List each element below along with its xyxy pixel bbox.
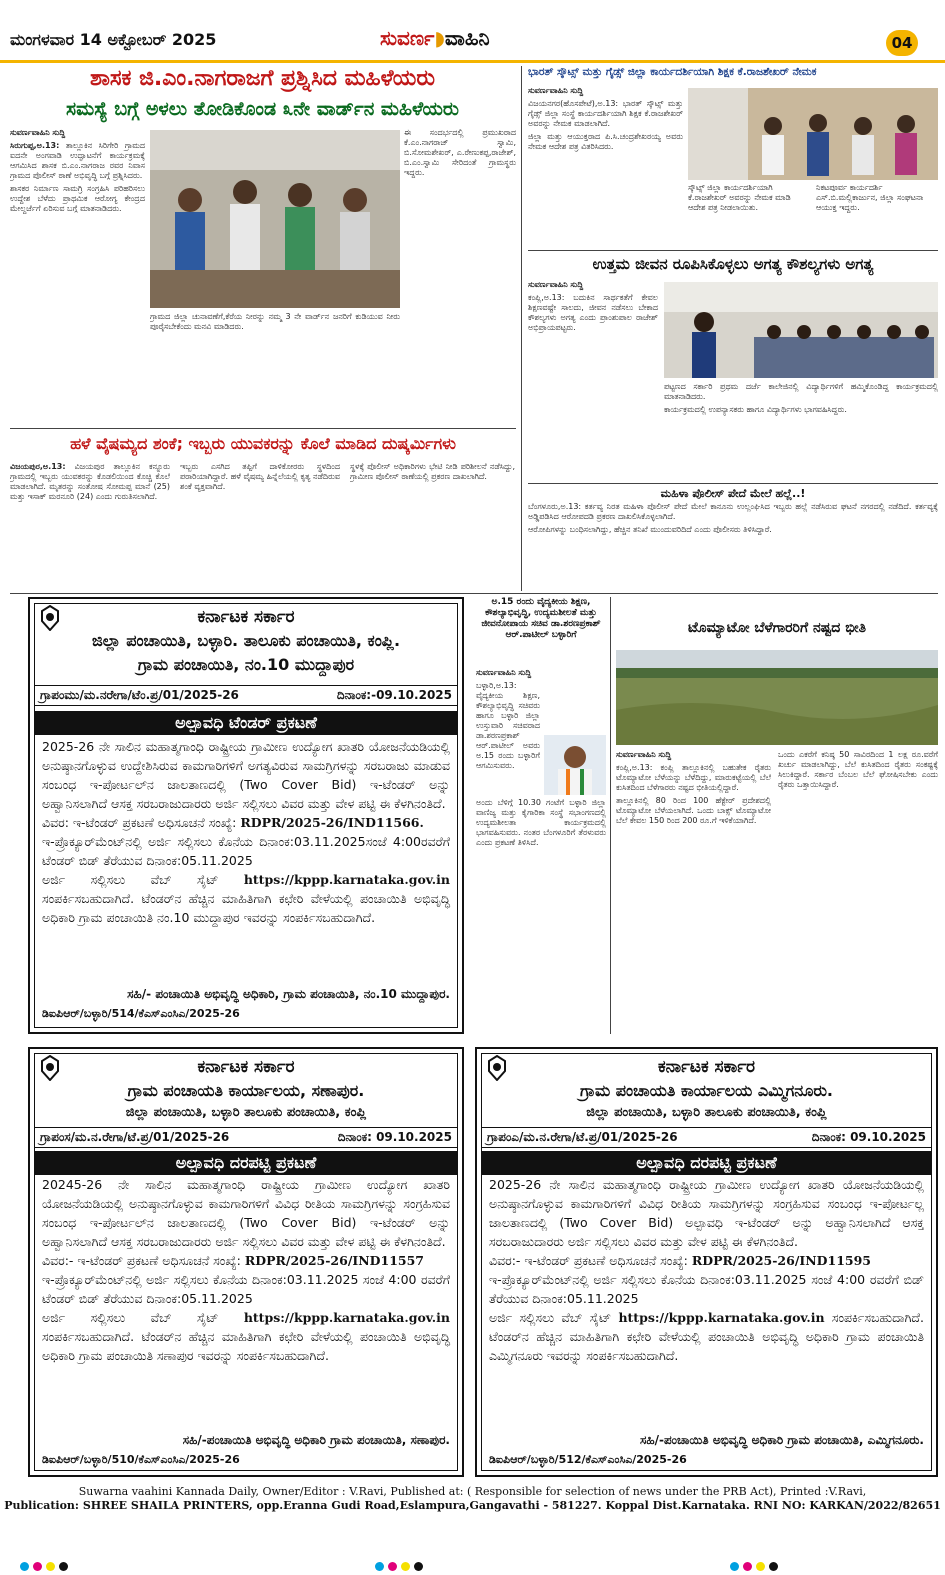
story1-para1: ತಾಲ್ಲೂಕಿನ ಸಿರಿಗೇರಿ ಗ್ರಾಮದ ಐದನೇ ಅಂಗವಾಡಿ ಉದ್ಘಾಟನೆಗೆ ಕಾರ್ಯಕ್ರಮಕ್ಕೆ ಆಗಮಿಸಿದ ಶಾಸಕ ಬಿ.ಎಂ.ನಾಗರಾಜ ರವರ ನಿವಾಸ ಗ್ರಾಮದ ಪೊಲೀಸ್ ಠಾಣೆ ಅಭಿವೃದ್ಧಿ ಬಗ್ಗೆ ಪ್ರಶ್ನಿಸಿದರು. — [10, 141, 145, 180]
tender2-body4: ಸಂಪರ್ಕಿಸಬಹುದಾಗಿದೆ. ಟೆಂಡರ್‌ನ ಹೆಚ್ಚಿನ ಮಾಹಿತಿಗಾಗಿ ಕಛೇರಿ ವೇಳೆಯಲ್ಲಿ ಪಂಚಾಯಿತಿ ಅಭಿವೃದ್ಧಿ ಅಧಿಕಾರಿ ಗ್ರಾಮ ಪಂಚಾಯಿತಿ ಸಣಾಪುರ ಇವರನ್ನು ಸಂಪರ್ಕಿಸಬಹುದಾಗಿದೆ. — [42, 1329, 450, 1363]
story1-photo — [150, 130, 400, 308]
section-rule — [10, 428, 516, 429]
tender3-website-label: ಅರ್ಜಿ ಸಲ್ಲಿಸಲು ವೆಬ್ ಸೈಟ್ — [489, 1310, 612, 1325]
story1-subhead: ಸಮಸ್ಯೆ ಬಗ್ಗೆ ಅಳಲು ತೋಡಿಕೊಂಡ ೩ನೇ ವಾರ್ಡ್‌ನ ಮಹಿಳೆಯರು — [66, 98, 459, 120]
tender1-box — [28, 597, 464, 1034]
black-dot — [414, 1562, 423, 1571]
story1-para4: ಈ ಸಂದರ್ಭದಲ್ಲಿ ಪ್ರಮುಖರಾದ ಕೆ.ಎಂ.ನಾಗರಾಜ್ ಸ್ವಾಮಿ, ಬಿ.ಸೋಮಶೇಖರ್, ಎ.ರೇಣುಕಪ್ಪ,ರಾಜೇಶ್, ಬಿ.ಎಂ.ಸ್ವಾಮಿ ಸೇರಿದಂತೆ ಗ್ರಾಮಸ್ಥರು ಇದ್ದರು. — [404, 128, 516, 177]
story4-para1: ಕಂಪ್ಲಿ,ಅ.13: ಬದುಕಿನ ಸಾರ್ಥಕತೆಗೆ ಕೇವಲ ಶಿಕ್ಷಣವಷ್ಟೇ ಸಾಲದು, ಜೀವನ ನಡೆಸಲು ಬೇಕಾದ ಕೌಶಲ್ಯಗಳು ಅಗತ್ಯ ಎಂದು ಪ್ರಾಂಶುಪಾಲ ರಾಜೇಶ್ ಅಭಿಪ್ರಾಯಪಟ್ಟರು. — [528, 293, 658, 332]
masthead-rule — [0, 60, 945, 63]
tender1-ref: ಗ್ರಾಪಂಮು/ಮ.ನರೇಗಾ/ಟೆಂ.ಪ್ರ/01/2025-26 — [40, 688, 239, 702]
magenta-dot — [388, 1562, 397, 1571]
magenta-dot — [743, 1562, 752, 1571]
tender3-ref-row — [481, 1127, 932, 1148]
story5-para1: ಬೆಂಗಳೂರು,ಅ.13: ಕರ್ತವ್ಯ ನಿರತ ಮಹಿಳಾ ಪೊಲೀಸ್ ಪೇದೆ ಮೇಲೆ ಕಾನೂನು ಉಲ್ಲಂಘಿಸಿದ ಇಬ್ಬರು ಹಲ್ಲೆ ನಡೆಸಿರುವ ಘಟನೆ ನಗರದಲ್ಲಿ ನಡೆದಿದೆ. ಕರ್ತವ್ಯಕ್ಕೆ ಅಡ್ಡಿಪಡಿಸಿದ ಆರೋಪದಡಿ ಪ್ರಕರಣ ದಾಖಲಿಸಿಕೊಳ್ಳಲಾಗಿದೆ. — [528, 502, 938, 521]
paper-logo-icon: ◗ — [434, 26, 445, 50]
story7-headline: ಟೊಮ್ಯಾಟೋ ಬೆಳೆಗಾರರಿಗೆ ನಷ್ಟದ ಭೀತಿ — [687, 620, 867, 636]
tender1-code: ಡಿಐಪಿಆರ್/ಬಳ್ಳಾರಿ/514/ಕೆಎಸ್ಎಂಸಿಎ/2025-26 — [42, 1007, 240, 1020]
tender3-office: ಗ್ರಾಮ ಪಂಚಾಯತಿ ಕಾರ್ಯಾಲಯ ಎಮ್ಮಿಗನೂರು. — [579, 1081, 834, 1100]
story3-byline: ಸುವರ್ಣವಾಹಿನಿ ಸುದ್ದಿ — [528, 86, 584, 95]
story7-column2 — [778, 750, 938, 1032]
magenta-dot — [33, 1562, 42, 1571]
tender2-banner: ಅಲ್ಪಾವಧಿ ದರಪಟ್ಟಿ ಪ್ರಕಟಣೆ — [34, 1151, 458, 1175]
tender2-code: ಡಿಐಪಿಆರ್/ಬಳ್ಳಾರಿ/510/ಕೆಎಸ್ಎಂಸಿಎ/2025-26 — [42, 1453, 240, 1466]
story2-headline: ಹಳೆ ವೈಷಮ್ಯದ ಶಂಕೆ; ಇಬ್ಬರು ಯುವಕರನ್ನು ಕೊಲೆ ಮಾಡಿದ ದುಷ್ಕರ್ಮಿಗಳು — [70, 434, 456, 453]
tender1-body4: ಸಂಪರ್ಕಿಸಬಹುದಾಗಿದೆ. ಟೆಂಡರ್‌ನ ಹೆಚ್ಚಿನ ಮಾಹಿತಿಗಾಗಿ ಕಛೇರಿ ವೇಳೆಯಲ್ಲಿ ಪಂಚಾಯಿತಿ ಅಭಿವೃದ್ಧಿ ಅಧಿಕಾರಿ ಗ್ರಾಮ ಪಂಚಾಯಿತಿ ನಂ.10 ಮುದ್ದಾಪುರ ಇವರನ್ನು ಸಂಪರ್ಕಿಸಬಹುದಾಗಿದೆ. — [42, 891, 450, 925]
masthead — [0, 0, 945, 62]
story2-para1: ವಿಜಯಪುರ ತಾಲ್ಲೂಕಿನ ಕನ್ನೂರು ಗ್ರಾಮದಲ್ಲಿ ಇಬ್ಬರು ಯುವಕರನ್ನು ಕೊಡಲಿಯಿಂದ ಕೊಚ್ಚಿ ಕೊಲೆ ಮಾಡಲಾಗಿದೆ. ಮೃತರನ್ನು ಸಂತೋಷ ಸೋಮಪ್ಪ ಮಾನೆ (25) ಮತ್ತು ಇಸಾಕ್ ಮರನೂರಿ (24) ಎಂದು ಗುರುತಿಸಲಾಗಿದೆ. — [10, 462, 170, 501]
tender1-gov: ಕರ್ನಾಟಕ ಸರ್ಕಾರ — [197, 607, 295, 627]
tender2-gov: ಕರ್ನಾಟಕ ಸರ್ಕಾರ — [197, 1057, 295, 1077]
tender1-body1: 2025-26 ನೇ ಸಾಲಿನ ಮಹಾತ್ಮಗಾಂಧಿ ರಾಷ್ಟ್ರೀಯ ಗ್ರಾಮೀಣ ಉದ್ಯೋಗ ಖಾತರಿ ಯೋಜನೆಯಡಿಯಲ್ಲಿ ಅನುಷ್ಠಾನಗೊಳ್ಳುವ ಉದ್ದೇಶಿಸಿರುವ ಕಾಮಗಾರಿಗಳಿಗೆ ಅಗತ್ಯವಿರುವ ಸಾಮಗ್ರಿಗಳನ್ನು ಸರಬರಾಜು ಮಾಡುವ ಸಂಬಂಧ ಇ-ಪೋರ್ಟಲ್‌ನ ಜಾಲತಾಣದಲ್ಲಿ (Two Cover Bid) ಇ-ಟೆಂಡರ್ ಅನ್ನು ಅಹ್ವಾನಿಸಲಾಗಿದೆ ಆಸಕ್ತ ಸರಬರಾಜುದಾರರು ಅರ್ಜಿ ಸಲ್ಲಿಸಲು ವಿವರ ಮತ್ತು ವೇಳ ಪಟ್ಟಿ ಈ ಕೆಳಗಿನಂತಿದೆ. — [42, 739, 450, 811]
paper-name-part2: ವಾಹಿನಿ — [444, 26, 490, 50]
story6-column1 — [476, 668, 540, 788]
tender2-office: ಗ್ರಾಮ ಪಂಚಾಯತಿ ಕಾರ್ಯಾಲಯ, ಸಣಾಪುರ. — [127, 1081, 365, 1100]
story2-column1 — [10, 462, 170, 587]
story4-para2: ಪಟ್ಟಣದ ಸರ್ಕಾರಿ ಪ್ರಥಮ ದರ್ಜೆ ಕಾಲೇಜಿನಲ್ಲಿ ವಿದ್ಯಾರ್ಥಿಗಳಿಗೆ ಹಮ್ಮಿಕೊಂಡಿದ್ದ ಕಾರ್ಯಕ್ರಮದಲ್ಲಿ ಮಾತನಾಡಿದರು. — [664, 382, 938, 401]
tender2-website[interactable]: https://kppp.karnataka.gov.in — [243, 1310, 450, 1325]
story4-caption: ಕಾರ್ಯಕ್ರಮದಲ್ಲಿ ಉಪನ್ಯಾಸಕರು ಹಾಗೂ ವಿದ್ಯಾರ್ಥಿಗಳು ಭಾಗವಹಿಸಿದ್ದರು. — [664, 405, 847, 414]
tender2-ref-row — [34, 1127, 458, 1148]
issue-date: ಮಂಗಳವಾರ 14 ಅಕ್ಟೋಬರ್ 2025 — [10, 30, 217, 49]
story1-dateline: ಸಿರುಗುಪ್ಪ,ಅ.13: — [10, 141, 60, 150]
story6-headline: ಅ.15 ರಂದು ವೈದ್ಯಕೀಯ ಶಿಕ್ಷಣ, ಕೌಶಲ್ಯಾಭಿವೃದ್ಧಿ, ಉದ್ಯಮಶೀಲತೆ ಮತ್ತು ಜೀವನೋಪಾಯ ಸಚಿವ ಡಾ.ಶರಣಪ್ರಕಾಶ್ ಆರ್.ಪಾಟೀಲ್ ಬಳ್ಳಾರಿಗೆ — [481, 597, 601, 640]
tender2-body — [34, 1175, 458, 1427]
tender2-body1: 20245-26 ನೇ ಸಾಲಿನ ಮಹಾತ್ಮಗಾಂಧಿ ರಾಷ್ಟ್ರೀಯ ಗ್ರಾಮೀಣ ಉದ್ಯೋಗ ಖಾತರಿ ಯೋಜನೆಯಡಿಯಲ್ಲಿ ಅನುಷ್ಠಾನಗೊಳ್ಳುವ ಕಾಮಗಾರಿಗಳಿಗೆ ವಿವಿಧ ರೀತಿಯ ಸಾಮಗ್ರಿಗಳನ್ನು ಸಂಗ್ರಹಿಸುವ ಸಂಬಂಧ ಇ-ಪೋರ್ಟಲ್‌ನ ಜಾಲತಾಣದಲ್ಲಿ (Two Cover Bid) ಇ-ಟೆಂಡರ್ ಅನ್ನು ಅಹ್ವಾನಿಸಲಾಗಿದೆ ಆಸಕ್ತ ಸರಬರಾಜುದಾರರು ಅರ್ಜಿ ಸಲ್ಲಿಸಲು ವಿವರ ಮತ್ತು ವೇಳ ಪಟ್ಟಿ ಈ ಕೆಳಗಿನಂತಿದೆ. — [42, 1177, 450, 1249]
story7-para1: ಕಂಪ್ಲಿ,ಅ.13: ಕಂಪ್ಲಿ ತಾಲ್ಲೂಕಿನಲ್ಲಿ ಬಹುತೇಕ ರೈತರು ಟೊಮ್ಯಾಟೋ ಬೆಳೆಯನ್ನು ಬೆಳೆದಿದ್ದು, ಮಾರುಕಟ್ಟೆಯಲ್ಲಿ ಬೆಲೆ ಕುಸಿತದಿಂದ ಬೆಳೆಗಾರರು ನಷ್ಟದ ಭೀತಿಯಲ್ಲಿದ್ದಾರೆ. — [616, 763, 771, 792]
tender1-body — [34, 737, 458, 981]
story4-column2 — [664, 382, 938, 478]
story5-headline: ಮಹಿಳಾ ಪೊಲೀಸ್ ಪೇದೆ ಮೇಲೆ ಹಲ್ಲೆ..! — [660, 487, 806, 500]
story7-para3: ಒಂದು ಎಕರೆಗೆ ಕನಿಷ್ಠ 50 ಸಾವಿರದಿಂದ 1 ಲಕ್ಷ ರೂ.ವರೆಗೆ ಖರ್ಚು ಮಾಡಲಾಗಿದ್ದು, ಬೆಲೆ ಕುಸಿತದಿಂದ ರೈತರು ಸಂಕಷ್ಟಕ್ಕೆ ಸಿಲುಕಿದ್ದಾರೆ. ಸರ್ಕಾರ ಬೆಂಬಲ ಬೆಲೆ ಘೋಷಿಸಬೇಕು ಎಂದು ರೈತರು ಒತ್ತಾಯಿಸಿದ್ದಾರೆ. — [778, 750, 938, 789]
tender1-notice-number: RDPR/2025-26/IND11566. — [240, 815, 424, 830]
story7-byline: ಸುವರ್ಣವಾಹಿನಿ ಸುದ್ದಿ — [616, 750, 672, 759]
section-rule — [528, 483, 938, 484]
story7-para2: ತಾಲ್ಲೂಕಿನಲ್ಲಿ 80 ರಿಂದ 100 ಹೆಕ್ಟೇರ್ ಪ್ರದೇಶದಲ್ಲಿ ಟೊಮ್ಯಾಟೋ ಬೆಳೆಯಲಾಗಿದೆ. ಒಂದು ಬಾಕ್ಸ್ ಟೊಮ್ಯಾಟೋ ಬೆಲೆ ಕೇವಲ 150 ರಿಂದ 200 ರೂ.ಗೆ ಇಳಿಕೆಯಾಗಿದೆ. — [616, 796, 771, 825]
paper-name — [380, 26, 490, 50]
cyan-dot — [730, 1562, 739, 1571]
tender3-body1: 2025-26 ನೇ ಸಾಲಿನ ಮಹಾತ್ಮಗಾಂಧಿ ರಾಷ್ಟ್ರೀಯ ಗ್ರಾಮೀಣ ಉದ್ಯೋಗ ಖಾತರಿ ಯೋಜನೆಯಡಿಯಲ್ಲಿ ಅನುಷ್ಠಾನಗೊಳ್ಳುವ ಕಾಮಗಾರಿಗಳಿಗೆ ವಿವಿಧ ರೀತಿಯ ಸಾಮಗ್ರಿಗಳನ್ನು ಸಂಗ್ರಹಿಸುವ ಸಂಬಂಧ ಇ-ಪೋರ್ಟಲ್ಲ ಜಾಲತಾಣದಲ್ಲಿ (Two Cover Bid) ಅಲ್ಪಾವಧಿ ಇ-ಟೆಂಡರ್ ಅನ್ನು ಅಹ್ವಾನಿಸಲಾಗಿದೆ ಆಸಕ್ತ ಸರಬರಾಜುದಾರರು ಅರ್ಜಿ ಸಲ್ಲಿಸಲು ವಿವರ ಮತ್ತು ವೇಳ ಪಟ್ಟಿ ಈ ಕೆಳಗಿನಂತಿದೆ. — [489, 1177, 924, 1249]
cyan-dot — [375, 1562, 384, 1571]
imprint-footer — [0, 1485, 945, 1545]
imprint-line2: Publication: SHREE SHAILA PRINTERS, opp.Eranna Gudi Road,Eslampura,Gangavathi - 581227. Koppal Dist.Karnataka. RNI NO: KARKAN/2022/82651 — [4, 1499, 941, 1512]
tender3-sign: ಸಹಿ/-ಪಂಚಾಯಿತಿ ಅಭಿವೃದ್ಧಿ ಅಧಿಕಾರಿ ಗ್ರಾಮ ಪಂಚಾಯಿತಿ, ಎಮ್ಮಿಗನೂರು. — [639, 1433, 924, 1447]
tender1-office: ಜಿಲ್ಲಾ ಪಂಚಾಯಿತಿ, ಬಳ್ಳಾರಿ. ತಾಲೂಕು ಪಂಚಾಯಿತಿ, ಕಂಪ್ಲಿ. — [91, 631, 401, 650]
section-rule — [10, 593, 938, 594]
tender3-date: ದಿನಾಂಕ: 09.10.2025 — [811, 1130, 926, 1144]
black-dot — [769, 1562, 778, 1571]
tender3-body3: ಇ-ಪ್ರೊಕ್ಯೂರ್‌ಮೆಂಟ್‌ನಲ್ಲಿ ಅರ್ಜಿ ಸಲ್ಲಿಸಲು ಕೊನೆಯ ದಿನಾಂಕ:03.11.2025 ಸಂಜೆ 4:00 ರವರೆಗೆ ಬಿಡ್ ತೆರೆಯುವ ದಿನಾಂಕ:05.11.2025 — [489, 1272, 924, 1306]
tender2-notice-number: RDPR/2025-26/IND11557 — [244, 1253, 424, 1268]
story3-caption1: ಸ್ಕೌಟ್ಸ್ ಜಿಲ್ಲಾ ಕಾರ್ಯದರ್ಶಿಯಾಗಿ ಕೆ.ರಾಜಶೇಖರ್ ಅವರನ್ನು ನೇಮಕ ಮಾಡಿ ಆದೇಶ ಪತ್ರ ನೀಡಲಾಯಿತು. — [688, 183, 791, 212]
story5-para2: ಆರೋಪಿಗಳನ್ನು ಬಂಧಿಸಲಾಗಿದ್ದು, ಹೆಚ್ಚಿನ ತನಿಖೆ ಮುಂದುವರಿದಿದೆ ಎಂದು ಪೊಲೀಸರು ತಿಳಿಸಿದ್ದಾರೆ. — [528, 525, 772, 534]
tender3-body4: ಸಂಪರ್ಕಿಸಬಹುದಾಗಿದೆ. ಟೆಂಡರ್‌ನ ಹೆಚ್ಚಿನ ಮಾಹಿತಿಗಾಗಿ ಕಛೇರಿ ವೇಳೆಯಲ್ಲಿ ಪಂಚಾಯಿತಿ ಅಭಿವೃದ್ಧಿ ಅಧಿಕಾರಿ ಗ್ರಾಮ ಪಂಚಾಯಿತಿ ಎಮ್ಮಿಗನೂರು ಇವರನ್ನು ಸಂಪರ್ಕಿಸಬಹುದಾಗಿದೆ. — [489, 1310, 924, 1363]
tender3-banner: ಅಲ್ಪಾವಧಿ ದರಪಟ್ಟಿ ಪ್ರಕಟಣೆ — [481, 1151, 932, 1175]
section-rule — [528, 250, 938, 251]
column-divider — [521, 66, 522, 591]
tender2-date: ದಿನಾಂಕ: 09.10.2025 — [337, 1130, 452, 1144]
tender3-ref: ಗ್ರಾಪಂಎ/ಮ.ನ.ರೇಗಾ/ಟೆ.ಪ್ರ/01/2025-26 — [487, 1130, 678, 1144]
story3-photo — [688, 88, 938, 180]
tender3-gov: ಕರ್ನಾಟಕ ಸರ್ಕಾರ — [657, 1057, 756, 1077]
story4-photo — [664, 282, 938, 378]
tender1-body3: ಇ-ಪ್ರೊಕ್ಯೂರ್‌ಮೆಂಟ್‌ನಲ್ಲಿ ಅರ್ಜಿ ಸಲ್ಲಿಸಲು ಕೊನೆಯ ದಿನಾಂಕ:03.11.2025ಸಂಜೆ 4:00ರವರೆಗೆ ಟೆಂಡರ್ ಬಿಡ್ ತೆರೆಯುವ ದಿನಾಂಕ:05.11.2025 — [42, 834, 450, 868]
yellow-dot — [401, 1562, 410, 1571]
story1-para3: ಗ್ರಾಮದ ಜಿಲ್ಲಾ ಚುನಾವಣೆಗೆ,ಕೆರೆಯ ನೀರನ್ನು ನಮ್ಮ 3 ನೇ ವಾರ್ಡ್‌ನ ಜನರಿಗೆ ಕುಡಿಯುವ ನೀರು ಪೂರೈಸಬೇಕೆಂದು ಮನವಿ ಮಾಡಿದರು. — [150, 312, 400, 331]
tender1-detail-label: ವಿವರ: ಇ-ಟೆಂಡರ್ ಪ್ರಕಟಣೆ ಅಧಿಸೂಚನೆ ಸಂಖ್ಯೆ: — [42, 815, 237, 830]
story3-caption2: ನಿಕಟಪೂರ್ವ ಕಾರ್ಯದರ್ಶಿ ಎಸ್.ಬಿ.ಮಲ್ಲಿಕಾರ್ಜುನ, ಜಿಲ್ಲಾ ಸಂಘಟನಾ ಆಯುಕ್ತ ಇದ್ದರು. — [816, 183, 924, 212]
tender3-code: ಡಿಐಪಿಆರ್/ಬಳ್ಳಾರಿ/512/ಕೆಎಸ್ಎಂಸಿಎ/2025-26 — [489, 1453, 687, 1466]
tender2-sign: ಸಹಿ/-ಪಂಚಾಯಿತಿ ಅಭಿವೃದ್ಧಿ ಅಧಿಕಾರಿ ಗ್ರಾಮ ಪಂಚಾಯಿತಿ, ಸಣಾಪುರ. — [182, 1433, 450, 1447]
story1-headline: ಶಾಸಕ ಜಿ.ಎಂ.ನಾಗರಾಜಗೆ ಪ್ರಶ್ನಿಸಿದ ಮಹಿಳೆಯರು — [90, 66, 435, 91]
tender2-detail-label: ವಿವರ:- ಇ-ಟೆಂಡರ್ ಪ್ರಕಟಣೆ ಅಧಿಸೂಚನೆ ಸಂಖ್ಯೆ: — [42, 1253, 241, 1268]
page-number: 04 — [886, 30, 918, 56]
paper-name-part1: ಸುವರ್ಣ — [380, 26, 435, 50]
tender3-body — [481, 1175, 932, 1427]
tender3-detail-label: ವಿವರ:- ಇ-ಟೆಂಡರ್ ಪ್ರಕಟಣೆ ಅಧಿಸೂಚನೆ ಸಂಖ್ಯೆ: — [489, 1253, 688, 1268]
story1-column3 — [404, 128, 516, 418]
story3-para1: ವಿಜಯನಗರ(ಹೊಸಪೇಟೆ),ಅ.13: ಭಾರತ್ ಸ್ಕೌಟ್ಸ್ ಮತ್ತು ಗೈಡ್ಸ್ ಜಿಲ್ಲಾ ಸಂಸ್ಥೆ ಕಾರ್ಯದರ್ಶಿಯಾಗಿ ಶಿಕ್ಷಕ ಕೆ.ರಾಜಶೇಖರ್ ಅವರನ್ನು ನೇಮಕ ಮಾಡಲಾಗಿದೆ. — [528, 99, 683, 128]
story2-column3 — [350, 462, 515, 587]
tender1-website[interactable]: https://kppp.karnataka.gov.in — [243, 872, 450, 887]
story3-headline: ಭಾರತ್ ಸ್ಕೌಟ್ಸ್ ಮತ್ತು ಗೈಡ್ಸ್ ಜಿಲ್ಲಾ ಕಾರ್ಯದರ್ಶಿಯಾಗಿ ಶಿಕ್ಷಕ ಕೆ.ರಾಜಶೇಖರ್ ನೇಮಕ — [528, 66, 817, 78]
tender3-notice-number: RDPR/2025-26/IND11595 — [691, 1253, 871, 1268]
registration-color-bar — [0, 1556, 945, 1568]
story6-para2: ಅಂದು ಬೆಳಿಗ್ಗೆ 10.30 ಗಂಟೆಗೆ ಬಳ್ಳಾರಿ ಜಿಲ್ಲಾ ವಾಣಿಜ್ಯ ಮತ್ತು ಕೈಗಾರಿಕಾ ಸಂಸ್ಥೆ ಸಭಾಂಗಣದಲ್ಲಿ ಉದ್ಯಮಶೀಲತಾ ಕಾರ್ಯಕ್ರಮದಲ್ಲಿ ಭಾಗವಹಿಸುವರು. ನಂತರ ಬೆಂಗಳೂರಿಗೆ ತೆರಳುವರು ಎಂದು ಪ್ರಕಟಣೆ ತಿಳಿಸಿದೆ. — [476, 798, 606, 847]
story1-column2 — [150, 312, 400, 418]
tender1-banner: ಅಲ್ಪಾವಧಿ ಟೆಂಡರ್ ಪ್ರಕಟಣೆ — [34, 711, 458, 735]
story1-byline: ಸುವರ್ಣವಾಹಿನಿ ಸುದ್ದಿ — [10, 128, 66, 137]
story5-body — [528, 502, 938, 590]
tender2-sub: ಜಿಲ್ಲಾ ಪಂಚಾಯಿತಿ, ಬಳ್ಳಾರಿ ತಾಲೂಕು ಪಂಚಾಯಿತಿ, ಕಂಪ್ಲಿ — [125, 1105, 367, 1120]
imprint-line1: Suwarna vaahini Kannada Daily, Owner/Editor : V.Ravi, Published at: ( Responsible for selection of news under the PRB Act), Printed :V.Ravi, — [78, 1485, 867, 1498]
story7-column1 — [616, 750, 771, 1032]
story6-column2 — [476, 798, 606, 1033]
story4-byline: ಸುವರ್ಣವಾಹಿನಿ ಸುದ್ದಿ — [528, 280, 584, 289]
minister-photo — [544, 735, 606, 795]
cyan-dot — [20, 1562, 29, 1571]
story1-column1 — [10, 128, 145, 418]
story1-para2: ಶಾಸಕರ ನಿರ್ಮಾಣ ಸಾಮಗ್ರಿ ಸಂಗ್ರಹಿಸಿ ಪರಿಹರಿಸಲು ಉದ್ದೇಶ ಬೆಳೆದು ಪ್ರಾಥಮಿಕ ಆರೋಗ್ಯ ಕೇಂದ್ರದ ಮೇಲ್ದರ್ಜೆಗೆ ಏರಿಸುವ ಬಗ್ಗೆ ಮಾತನಾಡಿದರು. — [10, 184, 145, 213]
column-divider — [610, 597, 611, 1034]
story2-para3: ಸ್ಥಳಕ್ಕೆ ಪೊಲೀಸ್ ಅಧಿಕಾರಿಗಳು ಭೇಟಿ ನೀಡಿ ಪರಿಶೀಲನೆ ನಡೆಸಿದ್ದು, ಗ್ರಾಮೀಣ ಪೊಲೀಸ್ ಠಾಣೆಯಲ್ಲಿ ಪ್ರಕರಣ ದಾಖಲಾಗಿದೆ. — [350, 462, 515, 481]
story4-column1 — [528, 280, 658, 480]
black-dot — [59, 1562, 68, 1571]
story6-byline: ಸುವರ್ಣವಾಹಿನಿ ಸುದ್ದಿ — [476, 668, 532, 677]
tender2-box — [28, 1047, 464, 1477]
tender1-date: ದಿನಾಂಕ:-09.10.2025 — [336, 688, 452, 702]
story2-column2 — [180, 462, 340, 587]
tender3-website[interactable]: https://kppp.karnataka.gov.in — [618, 1310, 825, 1325]
tender3-box — [475, 1047, 938, 1477]
tender1-sign: ಸಹಿ/- ಪಂಚಾಯಿತಿ ಅಭಿವೃದ್ಧಿ ಅಧಿಕಾರಿ, ಗ್ರಾಮ ಪಂಚಾಯಿತಿ, ನಂ.10 ಮುದ್ದಾಪುರ. — [127, 987, 450, 1001]
yellow-dot — [756, 1562, 765, 1571]
tender2-body3: ಇ-ಪ್ರೊಕ್ಯೂರ್‌ಮೆಂಟ್‌ನಲ್ಲಿ ಅರ್ಜಿ ಸಲ್ಲಿಸಲು ಕೊನೆಯ ದಿನಾಂಕ:03.11.2025 ಸಂಜೆ 4:00 ರವರೆಗೆ ಟೆಂಡರ್ ಬಿಡ್ ತೆರೆಯುವ ದಿನಾಂಕ:05.11.2025 — [42, 1272, 450, 1306]
yellow-dot — [46, 1562, 55, 1571]
story2-para2: ಇಬ್ಬರು ಎಸಗಿದ ತಪ್ಪಿಗೆ ದಾಳಿಕೋರರು ಸ್ಥಳದಿಂದ ಪರಾರಿಯಾಗಿದ್ದಾರೆ. ಹಳೆ ವೈಷಮ್ಯ ಹಿನ್ನೆಲೆಯಲ್ಲಿ ಕೃತ್ಯ ನಡೆದಿರುವ ಶಂಕೆ ವ್ಯಕ್ತವಾಗಿದೆ. — [180, 462, 340, 491]
tender1-website-label: ಅರ್ಜಿ ಸಲ್ಲಿಸಲು ವೆಬ್ ಸೈಟ್ — [42, 872, 219, 887]
story6-para1: ಬಳ್ಳಾರಿ,ಅ.13: ವೈದ್ಯಕೀಯ ಶಿಕ್ಷಣ, ಕೌಶಲ್ಯಾಭಿವೃದ್ಧಿ ಸಚಿವರು ಹಾಗೂ ಬಳ್ಳಾರಿ ಜಿಲ್ಲಾ ಉಸ್ತುವಾರಿ ಸಚಿವರಾದ ಡಾ.ಶರಣಪ್ರಕಾಶ್ ಆರ್.ಪಾಟೀಲ್ ಅವರು ಅ.15 ರಂದು ಬಳ್ಳಾರಿಗೆ ಆಗಮಿಸುವರು. — [476, 681, 540, 770]
tender2-website-label: ಅರ್ಜಿ ಸಲ್ಲಿಸಲು ವೆಬ್ ಸೈಟ್ — [42, 1310, 219, 1325]
story2-dateline: ವಿಜಯಪುರ,ಅ.13: — [10, 462, 66, 471]
tender1-ref-row — [34, 685, 458, 706]
tender1-office2: ಗ್ರಾಮ ಪಂಚಾಯಿತಿ, ನಂ.10 ಮುದ್ದಾಪುರ — [137, 655, 355, 674]
story4-headline: ಉತ್ತಮ ಜೀವನ ರೂಪಿಸಿಕೊಳ್ಳಲು ಅಗತ್ಯ ಕೌಶಲ್ಯಗಳು ಅಗತ್ಯ — [592, 255, 874, 273]
story3-column1 — [528, 86, 683, 246]
story7-photo — [616, 650, 938, 745]
tender2-ref: ಗ್ರಾಪಂಸ/ಮ.ನ.ರೇಗಾ/ಟೆ.ಪ್ರ/01/2025-26 — [40, 1130, 230, 1144]
story3-para2: ಜಿಲ್ಲಾ ಮತ್ತು ಆಯುಕ್ತರಾದ ಪಿ.ಸಿ.ಚಂದ್ರಶೇಖರಯ್ಯ ಅವರು ನೇಮಕ ಆದೇಶ ಪತ್ರ ವಿತರಿಸಿದರು. — [528, 132, 683, 151]
tender3-sub: ಜಿಲ್ಲಾ ಪಂಚಾಯಿತಿ, ಬಳ್ಳಾರಿ ತಾಲೂಕು ಪಂಚಾಯಿತಿ, ಕಂಪ್ಲಿ — [586, 1105, 827, 1120]
